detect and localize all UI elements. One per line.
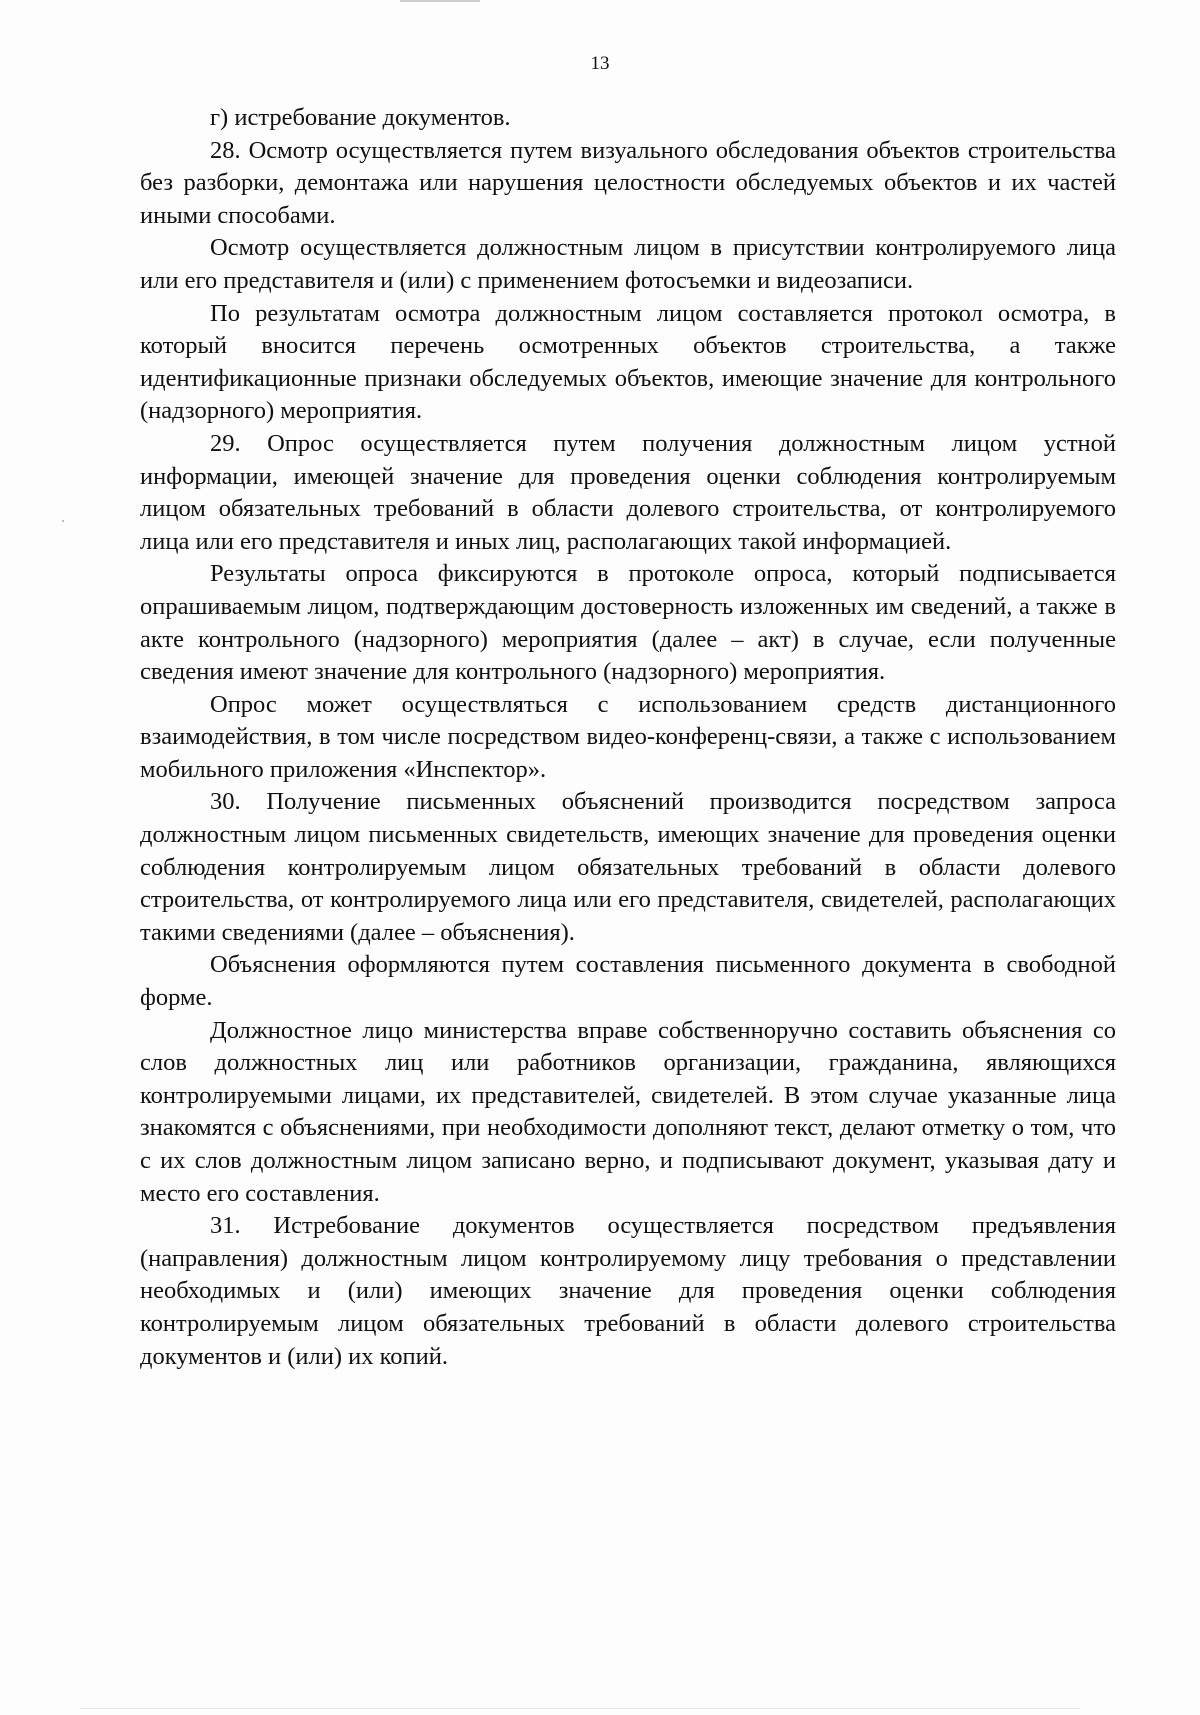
paragraph-item-g: г) истребование документов. xyxy=(210,104,511,131)
paragraph-survey-remote: Опрос может осуществляться с использованием средств дистанционного взаимодействия, в том числе посредством видео-конференц-связи, а также с использованием мобильного приложения «Инспектор». xyxy=(140,690,1116,783)
scan-artifact-top xyxy=(400,0,480,2)
paragraph-survey-results: Результаты опроса фиксируются в протоколе опроса, который подписывается опрашиваемым лицом, подтверждающим достоверность изложенных им сведений, а также в акте контрольного (надзорного) мероприятия (далее – акт) в случае, если полученные сведения имеют значение для контрольного (надзорного) мероприятия. xyxy=(140,560,1116,686)
document-body xyxy=(140,102,1116,1373)
paragraph-29-survey: 29. Опрос осуществляется путем получения должностным лицом устной информации, имеющей значение для проведения оценки соблюдения контролируемым лицом обязательных требований в области долевого строительства, от контролируемого лица или его представителя и иных лиц, располагающих такой информацией. xyxy=(140,429,1116,555)
paragraph-inspection-presence: Осмотр осуществляется должностным лицом в присутствии контролируемого лица или его представителя и (или) с применением фотосъемки и видеозаписи. xyxy=(140,234,1116,294)
paragraph-explanations-form: Объяснения оформляются путем составления письменного документа в свободной форме. xyxy=(140,951,1116,1012)
scan-artifact-bottom xyxy=(80,1708,1080,1709)
paragraph-31-documents: 31. Истребование документов осуществляется посредством предъявления (направления) должностным лицом контролируемому лицу требования о представлении необходимых и (или) имеющих значение для проведения оценки соблюдения контролируемым лицом обязательных требований в области долевого строительства документов и (или) их копий. xyxy=(140,1212,1116,1370)
paragraph-inspection-protocol: По результатам осмотра должностным лицом составляется протокол осмотра, в который вносится перечень осмотренных объектов строительства, а также идентификационные признаки обследуемых объектов, имеющие значение для контрольного (надзорного) мероприятия. xyxy=(140,299,1116,425)
scan-artifact-left xyxy=(62,520,64,522)
paragraph-28-inspection: 28. Осмотр осуществляется путем визуального обследования объектов строительства без разборки, демонтажа или нарушения целостности обследуемых объектов и их частей иными способами. xyxy=(140,136,1116,229)
paragraph-30-explanations: 30. Получение письменных объяснений производится посредством запроса должностным лицом письменных свидетельств, имеющих значение для проведения оценки соблюдения контролируемым лицом обязательных требований в области долевого строительства, от контролируемого лица или его представителя, свидетелей, располагающих такими сведениями (далее – объяснения). xyxy=(140,788,1116,946)
page-number: 13 xyxy=(590,53,610,74)
paragraph-explanations-official: Должностное лицо министерства вправе собственноручно составить объяснения со слов должностных лиц или работников организации, гражданина, являющихся контролируемыми лицами, их представителей, свидетелей. В этом случае указанные лица знакомятся с объяснениями, при необходимости дополняют текст, делают отметку о том, что с их слов должностным лицом записано верно, и подписывают документ, указывая дату и место его составления. xyxy=(140,1016,1116,1207)
